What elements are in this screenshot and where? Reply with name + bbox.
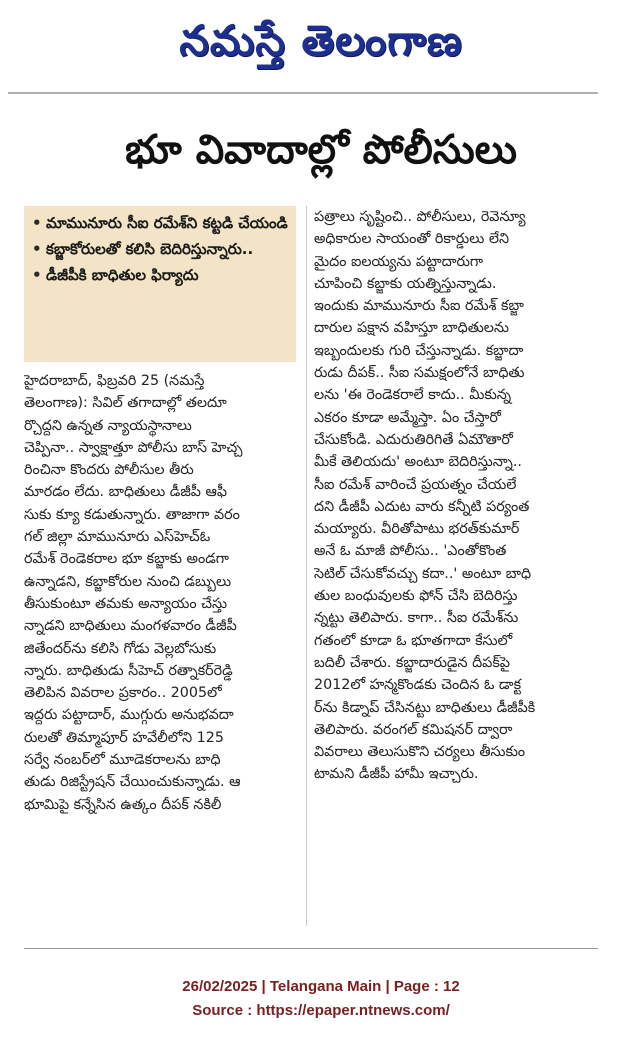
article-line: సీఐ రమేశ్ వారించే ప్రయత్నం చేయలే	[314, 476, 517, 493]
article-line: ర్చొద్దని ఉన్నత న్యాయస్థానాలు	[24, 417, 192, 434]
bullet-icon: •	[32, 214, 42, 232]
article-line: న్నట్టు తెలిపారు. కాగా.. సీఐ రమేశ్‌ను	[314, 610, 519, 627]
article-line: వివరాలు తెలుసుకొని చర్యలు తీసుకుం	[314, 744, 526, 761]
article-line: హైదరాబాద్, ఫిబ్రవరి 25 (నమస్తే	[24, 373, 205, 389]
article-line: ఇందుకు మామునూరు సీఐ రమేశ్ కబ్జా	[314, 298, 524, 315]
article-line: రుడు దీపక్.. సీఐ సమక్షంలోనే బాధితు	[314, 365, 525, 382]
article-line: రమేశ్ రెండెకరాల భూ కబ్జాకు అండగా	[24, 551, 229, 568]
article-line: మీకే తెలియదు' అంటూ బెదిరిస్తున్నా..	[314, 454, 522, 471]
highlight-item	[32, 212, 290, 234]
article-line: ర్‌ను కిడ్నాప్ చేసినట్టు బాధితులు డీజీపీకి	[314, 699, 536, 716]
bullet-icon: •	[32, 240, 42, 258]
highlight-text: కబ్జాకోరులతో కలిసి బెదిరిస్తున్నారు..	[46, 240, 254, 258]
bullet-icon: •	[32, 266, 42, 284]
article-line: చూపించి కబ్జాకు యత్నిస్తున్నాడు.	[314, 275, 497, 292]
article-line: ఎకరం కూడా అమ్మేస్తా. ఏం చేస్తారో	[314, 409, 501, 426]
article-line: జితేందర్‌ను కలిసి గోడు వెల్లబోసుకు	[24, 640, 217, 657]
article-column-right	[314, 206, 598, 786]
source-link: Source : https://epaper.ntnews.com/	[192, 1002, 450, 1019]
highlight-item	[32, 264, 290, 286]
article-line: పత్రాలు సృష్టించి.. పోలీసులు, రెవెన్యూ	[314, 209, 526, 225]
edition-info: 26/02/2025 | Telangana Main | Page : 12	[182, 978, 460, 995]
article-line: ఇద్దరు పట్టాదార్, ముగ్గురు అనుభవదా	[24, 707, 234, 724]
article-line: తుడు రిజిస్ట్రేషన్ చేయించుకున్నాడు. ఆ	[24, 774, 241, 791]
column-divider	[306, 206, 307, 926]
article-line: తీసుకుంటూ తమకు అన్యాయం చేస్తు	[24, 595, 228, 612]
article-line: మయ్యారు. వీరితోపాటు భరత్‌కుమార్	[314, 521, 520, 538]
footer-divider	[24, 948, 598, 949]
article-line: తెలిపారు. వరంగల్ కమిషనర్ ద్వారా	[314, 721, 513, 738]
article-line: తుల బంధువులకు ఫోన్ చేసి బెదిరిస్తు	[314, 588, 518, 605]
article-line: చేసుకోండి. ఎదురుతిరిగితే ఏమౌతారో	[314, 431, 513, 448]
highlights-box	[24, 206, 296, 362]
highlight-text: మామునూరు సీఐ రమేశ్‌ని కట్టడి చేయండి	[46, 214, 288, 232]
newspaper-masthead: నమస్తే తెలంగాణ	[179, 16, 463, 65]
article-line: భూమిపై కన్నేసిన ఉత్కం దీపక్ నకిలీ	[24, 796, 222, 813]
article-line: సర్వే నంబర్‌లో మూడెకరాలను బాధి	[24, 752, 221, 769]
article-line: చెప్పినా.. స్వాక్షాత్తూ పోలీసు బాస్ హెచ్చ	[24, 439, 243, 456]
highlight-item	[32, 238, 290, 260]
article-line: న్నాడని బాధితులు మంగళవారం డీజీపీ	[24, 618, 237, 635]
article-line: టామని డీజీపీ హామీ ఇచ్చారు.	[314, 766, 479, 783]
article-line: దని డీజీపీ ఎదుట వారు కన్నీటి పర్యంత	[314, 498, 530, 515]
article-line: ఉన్నాడని, కబ్జాకోరుల నుంచి డబ్బులు	[24, 573, 232, 590]
article-line: లను 'ఈ రెండెకరాలే కాదు.. మీకున్న	[314, 387, 512, 404]
article-line: సుకు క్యూ కడుతున్నారు. తాజాగా వరం	[24, 506, 240, 523]
article-line: సెటిల్ చేసుకోవచ్చు కదా..' అంటూ బాధి	[314, 565, 532, 582]
article-line: ఇబ్బందులకు గురి చేస్తున్నాడు. కబ్జాదా	[314, 342, 524, 359]
article-headline: భూ వివాదాల్లో పోలీసులు	[125, 127, 517, 173]
article-line: బదిలీ చేశారు. కబ్జాదారుడైన దీపక్‌పై	[314, 654, 510, 671]
masthead-divider	[8, 92, 598, 94]
article-line: రించినా కొందరు పోలీసుల తీరు	[24, 462, 194, 479]
article-line: రులతో తిమ్మాపూర్ హవేలీలోని 125	[24, 729, 224, 746]
article-line: గతంలో కూడా ఓ భూతగాదా కేసులో	[314, 632, 513, 649]
article-line: మైదం ఐలయ్యను పట్టాదారుగా	[314, 253, 484, 270]
article-column-left	[24, 370, 300, 816]
article-line: అనే ఓ మాజీ పోలీసు.. 'ఎంతోకొంత	[314, 543, 507, 560]
highlight-text: డీజీపీకి బాధితుల ఫిర్యాదు	[46, 266, 199, 284]
article-line: గల్ జిల్లా మామునూరు ఎస్‌హెచ్‌ఓ	[24, 529, 211, 546]
article-line: తెలిపిన వివరాల ప్రకారం.. 2005లో	[24, 685, 222, 702]
article-line: న్నారు. బాధితుడు సీహెచ్ రత్నాకర్‌రెడ్డి	[24, 662, 233, 679]
article-line: మారడం లేదు. బాధితులు డీజీపీ ఆఫీ	[24, 484, 228, 501]
article-line: అధికారుల సాయంతో రికార్డులు లేని	[314, 231, 510, 248]
article-line: 2012లో హన్మకొండకు చెందిన ఓ డాక్ట	[314, 677, 522, 694]
article-line: దారుల పక్షాన వహిస్తూ బాధితులను	[314, 320, 509, 337]
article-line: తెలంగాణ): సివిల్ తగాదాల్లో తలదూ	[24, 395, 227, 412]
